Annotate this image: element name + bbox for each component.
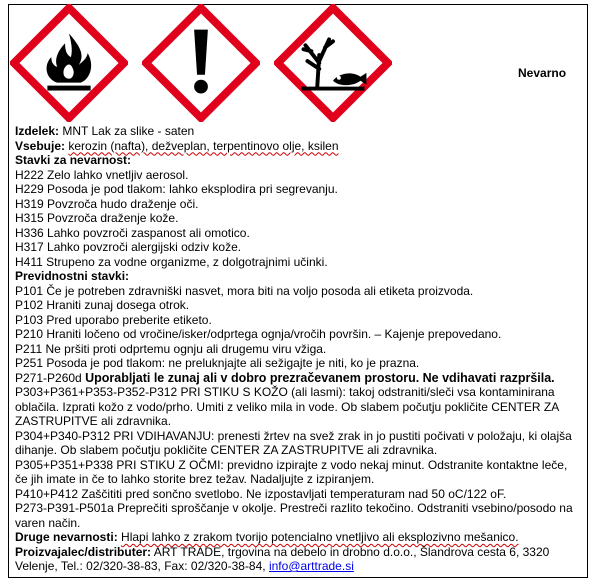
precaution-statement: P210 Hraniti ločeno od vročine/isker/odprtega ognja/vročih površin. – Kajenje prepovedano. xyxy=(15,327,502,341)
exclamation-icon xyxy=(142,4,260,122)
precaution-statement: P251 Posoda je pod tlakom: ne preluknjajte ali sežigajte je niti, ko je prazna. xyxy=(15,356,420,370)
other-hazards-line: Druge nevarnosti: Hlapi lahko z zrakom tvorijo potencialno vnetljivo ali eksplozivno mešanico. xyxy=(15,530,519,544)
precaution-statement: P103 Pred uporabo preberite etiketo. xyxy=(15,312,212,327)
contains-line: Vsebuje: kerozin (nafta), dežveplan, terpentinovo olje, ksilen xyxy=(15,138,339,153)
precaution-heading: Previdnostni stavki: xyxy=(15,269,130,283)
label-text xyxy=(15,124,581,574)
precaution-statement: P211 Ne pršiti proti odprtemu ognju ali drugemu viru vžiga. xyxy=(15,341,327,356)
hazard-statement: H317 Lahko povzroči alergijski odziv kože. xyxy=(15,240,242,254)
email-link[interactable]: info@arttrade.si xyxy=(268,559,354,573)
hazard-statement: H319 Povzroča hudo draženje oči. xyxy=(15,196,199,211)
precaution-statement: P101 Če je potreben zdravniški nasvet, mora biti na voljo posoda ali etiketa proizvoda. xyxy=(15,283,474,298)
precaution-statement-p271: P271-P260d Uporabljati le zunaj ali v dobro prezračevanem prostoru. Ne vdihavati razpršila. xyxy=(15,370,555,385)
environment-icon xyxy=(274,4,392,122)
hazard-statement: H336 Lahko povzroči zaspanost ali omotico. xyxy=(15,225,250,240)
precaution-statement: P303+P361+P353-P352-P312 PRI STIKU S KOŽO (ali lasmi): takoj odstraniti/sleči vsa kontaminirana oblačila. Izprati kožo z vodo/prho. Umiti z veliko mila in vode. Ob slabem počutju pokličite CENTER ZA ZASTRUPITVE ali zdravnika. xyxy=(15,385,559,428)
hazard-heading: Stavki za nevarnost: xyxy=(15,153,132,167)
signal-word: Nevarno xyxy=(518,66,567,80)
precaution-statement: P305+P351+P338 PRI STIKU Z OČMI: previdno izpirajte z vodo nekaj minut. Odstranite kontaktne leče, če jih imate in če to lahko storite brez težav. Nadaljujte z izpiranjem. xyxy=(15,457,568,486)
product-line: Izdelek: MNT Lak za slike - saten xyxy=(15,124,195,138)
hazard-statement: H229 Posoda je pod tlakom: lahko eksplodira pri segrevanju. xyxy=(15,182,338,196)
hazard-statement: H315 Povzroča draženje kože. xyxy=(15,211,179,225)
precaution-statement: P304+P340-P312 PRI VDIHAVANJU: prenesti žrtev na svež zrak in jo pustiti počivati v položaju, ki olajša dihanje. Ob slabem počutju pokličite CENTER ZA ZASTRUPITVE ali zdravnika. xyxy=(15,428,572,457)
hazard-statement: H411 Strupeno za vodne organizme, z dolgotrajnimi učinki. xyxy=(15,254,328,269)
hazard-statement: H222 Zelo lahko vnetljiv aerosol. xyxy=(15,167,189,182)
flame-icon xyxy=(10,4,128,122)
precaution-statement: P102 Hraniti zunaj dosega otrok. xyxy=(15,298,190,312)
distributor-line: Proizvajalec/distributer: ART TRADE, trgovina na debelo in drobno d.o.o., Šlandrova cesta 6, 3320 Velenje, Tel.: 02/320-38-83, Fax: 02/320-38-84, info@arttrade.si xyxy=(15,544,550,573)
precaution-statement: P273-P391-P501a Preprečiti sproščanje v okolje. Prestreči razlito tekočino. Odstraniti vsebino/posodo na varen način. xyxy=(15,501,573,530)
precaution-statement: P410+P412 Zaščititi pred sončno svetlobo. Ne izpostavljati temperaturam nad 50 oC/122 oF. xyxy=(15,486,507,501)
